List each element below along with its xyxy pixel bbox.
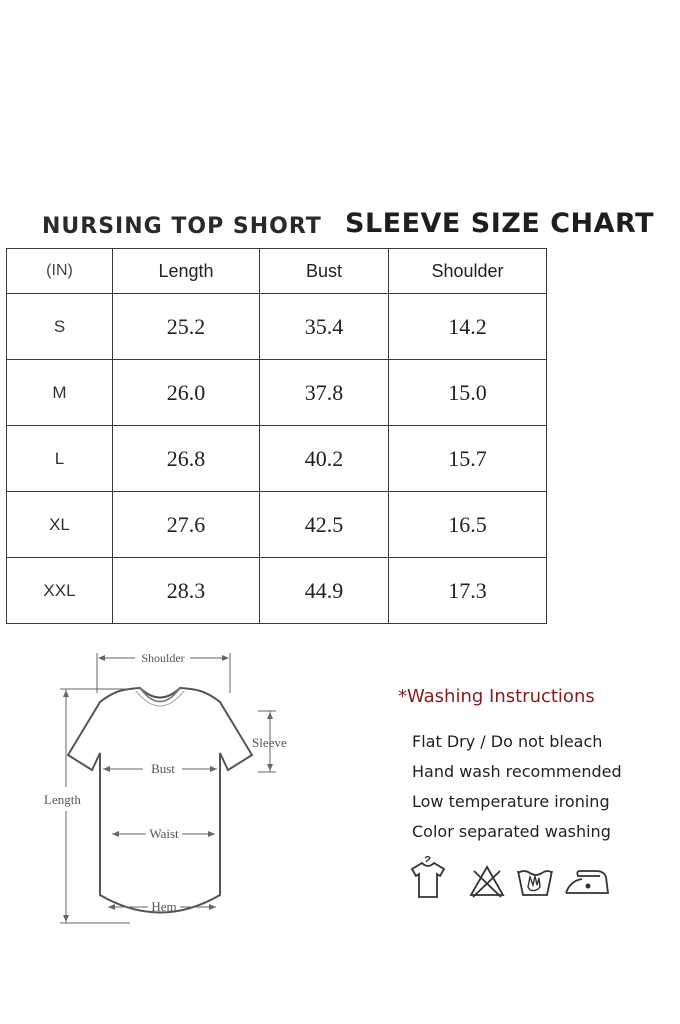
washing-title: *Washing Instructions xyxy=(398,686,595,707)
label-waist: Waist xyxy=(149,826,179,841)
label-bust: Bust xyxy=(151,761,175,776)
washing-instructions xyxy=(398,686,668,847)
care-symbols xyxy=(400,855,620,905)
label-shoulder: Shoulder xyxy=(141,651,185,665)
washing-line: Hand wash recommended xyxy=(412,762,622,781)
bust-cell: 42.5 xyxy=(260,492,389,558)
shoulder-cell: 16.5 xyxy=(389,492,547,558)
size-cell: XXL xyxy=(7,558,113,624)
table-row xyxy=(7,558,547,624)
title-part1: NURSING TOP SHORT xyxy=(42,214,322,239)
do-not-bleach-icon xyxy=(471,867,503,897)
title-part2: SLEEVE SIZE CHART xyxy=(345,208,654,239)
bust-cell: 40.2 xyxy=(260,426,389,492)
shoulder-cell: 15.0 xyxy=(389,360,547,426)
length-cell: 26.0 xyxy=(113,360,260,426)
tshirt-measurement-diagram xyxy=(30,645,330,935)
size-cell: M xyxy=(7,360,113,426)
table-row xyxy=(7,294,547,360)
bust-cell: 37.8 xyxy=(260,360,389,426)
label-hem: Hem xyxy=(151,899,177,914)
size-cell: S xyxy=(7,294,113,360)
length-cell: 27.6 xyxy=(113,492,260,558)
length-cell: 26.8 xyxy=(113,426,260,492)
label-sleeve: Sleeve xyxy=(252,735,287,750)
size-table xyxy=(6,248,547,624)
tshirt-outline xyxy=(68,688,252,913)
table-row xyxy=(7,360,547,426)
header-shoulder: Shoulder xyxy=(389,249,547,294)
shoulder-cell: 14.2 xyxy=(389,294,547,360)
washing-line: Flat Dry / Do not bleach xyxy=(412,732,603,751)
table-row xyxy=(7,426,547,492)
shoulder-cell: 15.7 xyxy=(389,426,547,492)
label-length: Length xyxy=(44,792,81,807)
header-length: Length xyxy=(113,249,260,294)
length-cell: 25.2 xyxy=(113,294,260,360)
bust-cell: 44.9 xyxy=(260,558,389,624)
length-cell: 28.3 xyxy=(113,558,260,624)
flat-dry-icon xyxy=(412,857,444,898)
washing-line: Low temperature ironing xyxy=(412,792,610,811)
hand-wash-icon xyxy=(518,871,552,895)
table-header-row xyxy=(7,249,547,294)
bust-cell: 35.4 xyxy=(260,294,389,360)
size-cell: XL xyxy=(7,492,113,558)
washing-line: Color separated washing xyxy=(412,822,611,841)
chart-title xyxy=(0,208,680,244)
table-row xyxy=(7,492,547,558)
header-bust: Bust xyxy=(260,249,389,294)
header-unit: (IN) xyxy=(7,249,113,294)
size-cell: L xyxy=(7,426,113,492)
low-iron-icon xyxy=(566,871,608,893)
shoulder-cell: 17.3 xyxy=(389,558,547,624)
